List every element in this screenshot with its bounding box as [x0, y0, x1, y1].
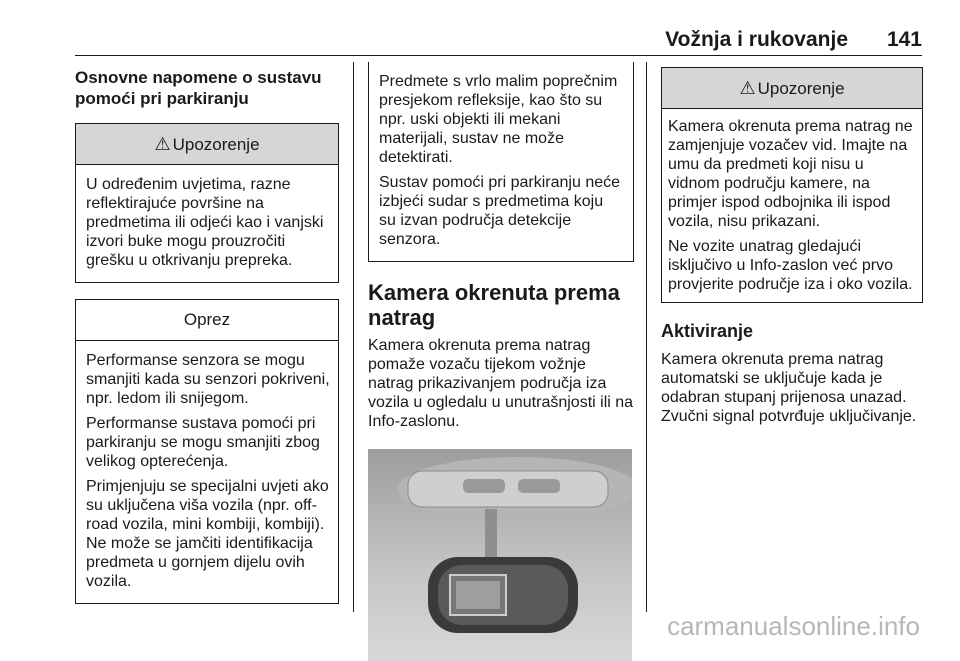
warning-triangle-icon: ⚠	[154, 134, 171, 154]
section-heading-activation: Aktiviranje	[661, 321, 754, 341]
warning-text: U određenim uvjetima, razne reflektirajuće površine na predmetima ili odjeći kao i vanjski izvori buke mogu prouzročiti grešku u otkrivanju prepreka.	[86, 176, 324, 269]
warning-box-header	[76, 124, 338, 165]
box-paragraph: Sustav pomoći pri parkiranju neće izbjeći sudar s predmetima koju su izvan područja detekcije senzora.	[379, 174, 621, 248]
header-section-title: Vožnja i rukovanje	[665, 28, 848, 51]
camera-intro-text: Kamera okrenuta prema natrag pomaže vozaču tijekom vožnje natrag prikazivanjem područja iza vozila u ogledalu u unutrašnjosti ili na Info-zaslonu.	[368, 337, 634, 430]
rear-view-mirror-illustration	[368, 449, 632, 661]
continued-box-body	[369, 62, 633, 261]
column-divider	[353, 62, 354, 612]
warning-triangle-icon: ⚠	[739, 78, 756, 98]
warning-box-body	[76, 165, 338, 282]
warning-paragraph: Ne vozite unatrag gledajući isključivo u Info-zaslon već prvo provjerite područje iza i oko vozila.	[668, 238, 913, 293]
warning-box-header	[662, 68, 922, 109]
caution-paragraph: Performanse sustava pomoći pri parkiranju se mogu smanjiti zbog velikog opterećenja.	[86, 415, 320, 470]
continued-box	[368, 62, 634, 262]
warning-paragraph: Kamera okrenuta prema natrag ne zamjenjuje vozačev vid. Imajte na umu da predmeti koji nisu u vidnom području kamere, na primjer ispod odbojnika ili ispod vozila, nisu prikazani.	[668, 118, 913, 230]
column-divider	[646, 62, 647, 612]
caution-box-header	[75, 299, 339, 341]
section-heading-camera: Kamera okrenuta prema natrag	[368, 280, 620, 330]
section-heading-parking: Osnovne napomene o sustavu pomoći pri parkiranju	[75, 68, 322, 108]
caution-box-body	[75, 341, 339, 604]
warning-title: Upozorenje	[757, 79, 845, 98]
warning-box	[75, 123, 339, 283]
watermark: carmanualsonline.info	[667, 611, 920, 641]
column-3	[661, 62, 923, 432]
column-2	[368, 62, 634, 661]
box-paragraph: Predmete s vrlo malim poprečnim presjekom refleksije, kao što su npr. uski objekti ili mekani materijali, sustav ne može detektirati.	[379, 73, 618, 166]
column-1	[75, 62, 339, 604]
header-rule	[75, 55, 922, 56]
page-number: 141	[886, 28, 922, 51]
caution-paragraph: Primjenjuju se specijalni uvjeti ako su uključena viša vozila (npr. off-road vozila, mini kombiji, kombiji). Ne može se jamčiti identifikacija predmeta u gornjem dijelu ovih vozila.	[86, 478, 329, 590]
warning-title: Upozorenje	[172, 135, 260, 154]
mirror-illustration-graphic	[368, 449, 632, 661]
caution-title: Oprez	[183, 310, 231, 329]
activation-text: Kamera okrenuta prema natrag automatski se uključuje kada je odabran stupanj prijenosa unazad. Zvučni signal potvrđuje uključivanje.	[661, 351, 917, 425]
caution-box	[75, 299, 339, 604]
caution-paragraph: Performanse senzora se mogu smanjiti kada su senzori pokriveni, npr. ledom ili snijegom.	[86, 352, 330, 407]
warning-box-body	[662, 109, 922, 302]
warning-box	[661, 67, 923, 303]
